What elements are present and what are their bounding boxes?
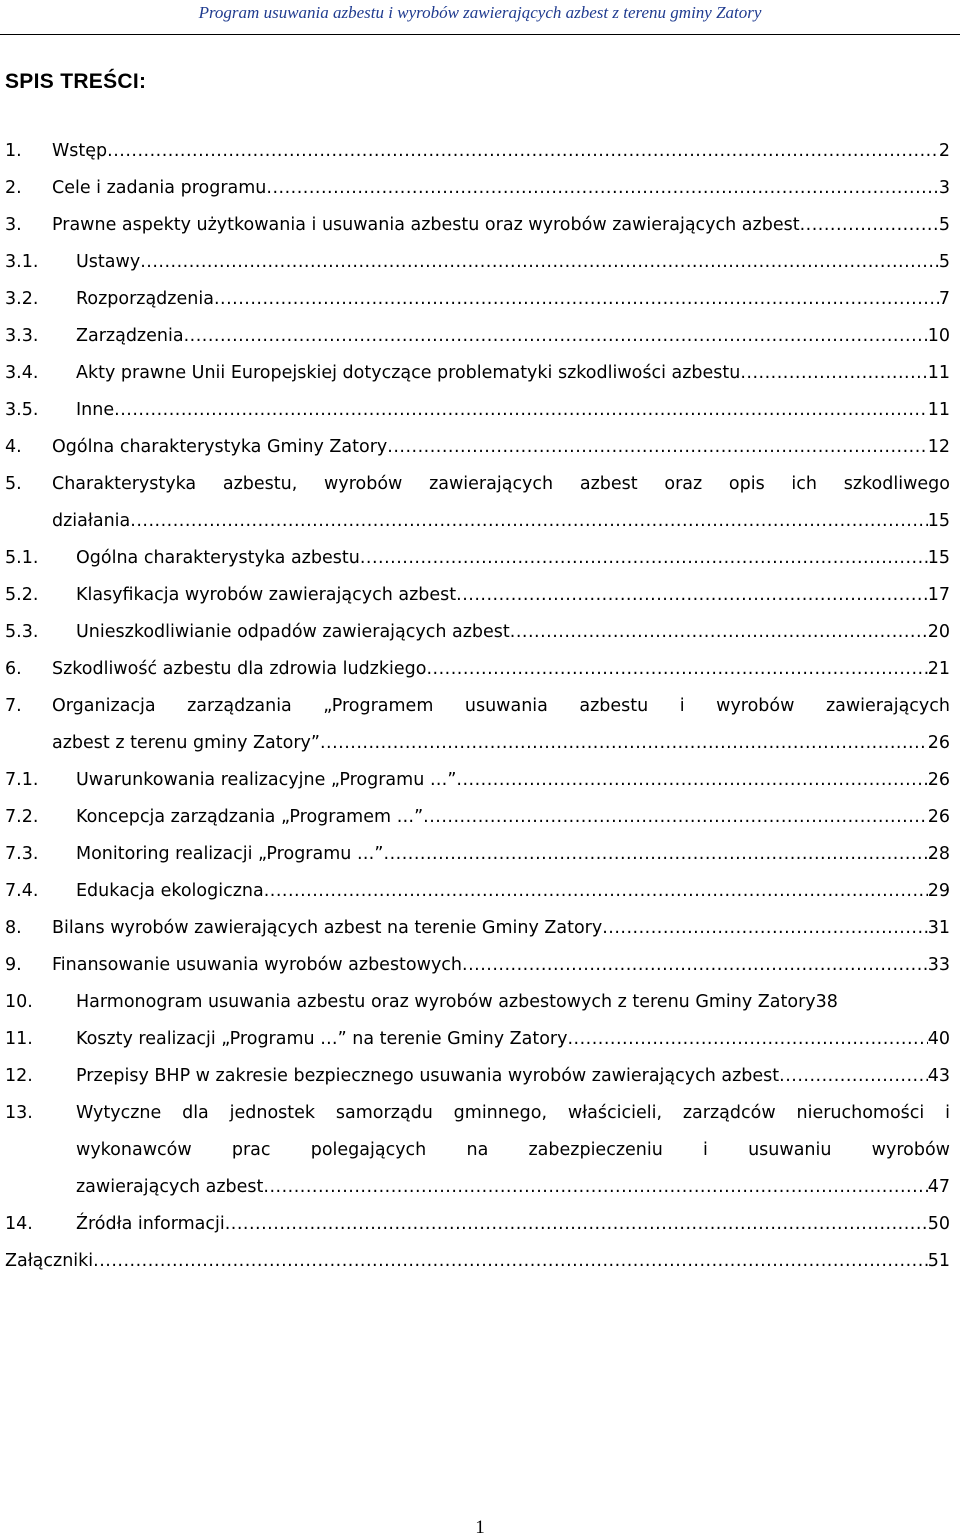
document-header xyxy=(0,0,960,34)
toc-entry[interactable] xyxy=(5,1095,950,1132)
toc-entry-number: 14. xyxy=(5,1214,33,1234)
toc-entry-page: 5 xyxy=(938,252,950,272)
toc-entry[interactable] xyxy=(5,392,950,429)
toc-entry-title: Unieszkodliwianie odpadów zawierających azbest xyxy=(76,622,510,642)
toc-entry-title: Finansowanie usuwania wyrobów azbestowych xyxy=(52,955,463,975)
toc-entry-number: 12. xyxy=(5,1066,33,1086)
toc-entry-page: 31 xyxy=(927,918,950,938)
toc-entry-page: 33 xyxy=(927,955,950,975)
toc-entry-title: wykonawców prac polegających na zabezpieczeniu i usuwaniu wyrobów xyxy=(76,1140,950,1160)
toc-entry-page: 17 xyxy=(927,585,950,605)
toc-entry[interactable] xyxy=(5,836,950,873)
toc-leader-dots xyxy=(130,503,927,540)
toc-leader-dots xyxy=(264,873,928,910)
toc-leader-dots xyxy=(387,429,927,466)
toc-entry[interactable] xyxy=(5,1058,950,1095)
toc-entry[interactable] xyxy=(5,133,950,170)
toc-entry-title: Organizacja zarządzania „Programem usuwania azbestu i wyrobów zawierających xyxy=(52,696,950,716)
toc-entry[interactable] xyxy=(5,1169,950,1206)
toc-entry[interactable] xyxy=(5,281,950,318)
toc-leader-dots xyxy=(107,133,939,170)
toc-entry-number: 13. xyxy=(5,1103,33,1123)
toc-entry[interactable] xyxy=(5,1132,950,1169)
toc-entry-title: Klasyfikacja wyrobów zawierających azbest xyxy=(76,585,457,605)
toc-entry-title: Załączniki xyxy=(5,1251,94,1271)
toc-entry-page: 20 xyxy=(927,622,950,642)
toc-entry-title: Cele i zadania programu xyxy=(52,178,267,198)
toc-entry-number: 7. xyxy=(5,696,22,716)
toc-entry[interactable] xyxy=(5,651,950,688)
toc-leader-dots xyxy=(360,540,928,577)
toc-entry[interactable] xyxy=(5,540,950,577)
toc-leader-dots xyxy=(114,392,928,429)
toc-leader-dots xyxy=(225,1206,928,1243)
toc-entry-number: 5.2. xyxy=(5,585,39,605)
page-number: 1 xyxy=(475,1517,485,1538)
toc-entry-number: 3. xyxy=(5,215,22,235)
toc-entry-page: 2 xyxy=(938,141,950,161)
toc-entry[interactable] xyxy=(5,318,950,355)
toc-entry-title: Inne xyxy=(76,400,115,420)
toc-entry-title: Wytyczne dla jednostek samorządu gminnego, właścicieli, zarządców nieruchomości i xyxy=(76,1103,950,1123)
toc-entry-title: Edukacja ekologiczna xyxy=(76,881,264,901)
toc-leader-dots xyxy=(426,651,927,688)
header-divider xyxy=(0,34,960,35)
toc-entry-title: Bilans wyrobów zawierających azbest na terenie Gminy Zatory xyxy=(52,918,603,938)
toc-entry[interactable] xyxy=(5,207,950,244)
toc-leader-dots xyxy=(800,207,939,244)
toc-entry[interactable] xyxy=(5,244,950,281)
toc-entry-number: 3.2. xyxy=(5,289,39,309)
toc-entry[interactable] xyxy=(5,947,950,984)
toc-leader-dots xyxy=(263,1169,927,1206)
toc-entry-title: azbest z terenu gminy Zatory” xyxy=(52,733,320,753)
toc-entry-number: 7.1. xyxy=(5,770,39,790)
toc-entry[interactable] xyxy=(5,577,950,614)
toc-entry-page: 21 xyxy=(927,659,950,679)
toc-leader-dots xyxy=(93,1243,928,1280)
toc-title: SPIS TREŚCI: xyxy=(5,70,147,93)
toc-leader-dots xyxy=(320,725,928,762)
header-title: Program usuwania azbestu i wyrobów zawierających azbest z terenu gminy Zatory xyxy=(198,3,762,22)
toc-entry-number: 11. xyxy=(5,1029,33,1049)
toc-entry-page: 15 xyxy=(927,511,950,531)
toc-entry-title: Uwarunkowania realizacyjne „Programu …” xyxy=(76,770,457,790)
toc-entry-title: Prawne aspekty użytkowania i usuwania azbestu oraz wyrobów zawierających azbest xyxy=(52,215,800,235)
toc-entry-page: 10 xyxy=(927,326,950,346)
toc-entry-page: 7 xyxy=(938,289,950,309)
toc-entry-title: Koszty realizacji „Programu …” na terenie Gminy Zatory xyxy=(76,1029,568,1049)
toc-entry-number: 9. xyxy=(5,955,22,975)
toc-leader-dots xyxy=(740,355,927,392)
toc-entry[interactable] xyxy=(5,725,950,762)
toc-entry-title: Koncepcja zarządzania „Programem …” xyxy=(76,807,424,827)
toc-entry-number: 8. xyxy=(5,918,22,938)
toc-entry[interactable] xyxy=(5,503,950,540)
toc-entry-number: 3.1. xyxy=(5,252,39,272)
toc-entry-page: 11 xyxy=(927,400,950,420)
toc-entry-title: Ogólna charakterystyka Gminy Zatory xyxy=(52,437,388,457)
toc-entry-page: 15 xyxy=(927,548,950,568)
toc-entry-page: 43 xyxy=(927,1066,950,1086)
toc-entry-title: Monitoring realizacji „Programu …” xyxy=(76,844,384,864)
toc-entry-title: Wstęp xyxy=(52,141,108,161)
toc-leader-dots xyxy=(140,244,939,281)
toc-entry-number: 3.3. xyxy=(5,326,39,346)
toc-entry-number: 7.3. xyxy=(5,844,39,864)
toc-entry-title: Szkodliwość azbestu dla zdrowia ludzkiego xyxy=(52,659,427,679)
toc-entry-number: 5. xyxy=(5,474,22,494)
toc-entry[interactable] xyxy=(5,688,950,725)
toc-entry-number: 2. xyxy=(5,178,22,198)
toc-entry-number: 3.5. xyxy=(5,400,39,420)
toc-leader-dots xyxy=(779,1058,928,1095)
toc-entry-page: 50 xyxy=(927,1214,950,1234)
toc-entry-title: Ogólna charakterystyka azbestu xyxy=(76,548,360,568)
toc-entry[interactable] xyxy=(5,1243,950,1280)
toc-entry-page: 51 xyxy=(927,1251,950,1271)
toc-entry-page: 3 xyxy=(938,178,950,198)
toc-entry-title: Rozporządzenia xyxy=(76,289,214,309)
toc-entry-page: 26 xyxy=(927,733,950,753)
toc-leader-dots xyxy=(456,577,928,614)
toc-entry[interactable] xyxy=(5,355,950,392)
toc-entry-number: 6. xyxy=(5,659,22,679)
toc-entry-number: 10. xyxy=(5,992,33,1012)
toc-entry-title: Akty prawne Unii Europejskiej dotyczące problematyki szkodliwości azbestu xyxy=(76,363,741,383)
toc-entry[interactable] xyxy=(5,170,950,207)
toc-leader-dots xyxy=(184,318,928,355)
toc-entry-page: 26 xyxy=(927,770,950,790)
toc-entry-page: 26 xyxy=(927,807,950,827)
toc-entry-title: zawierających azbest xyxy=(76,1177,264,1197)
toc-entry-number: 7.4. xyxy=(5,881,39,901)
toc-entry-number: 7.2. xyxy=(5,807,39,827)
toc-entry[interactable] xyxy=(5,799,950,836)
toc-entry-page: 47 xyxy=(927,1177,950,1197)
toc-entry-page: 40 xyxy=(927,1029,950,1049)
toc-entry[interactable] xyxy=(5,1021,950,1058)
toc-leader-dots xyxy=(462,947,928,984)
toc-leader-dots xyxy=(214,281,939,318)
toc-entry-number: 5.1. xyxy=(5,548,39,568)
toc-entry-page: 5 xyxy=(938,215,950,235)
toc-entry-number: 5.3. xyxy=(5,622,39,642)
toc-entry-title: Harmonogram usuwania azbestu oraz wyrobów azbestowych z terenu Gminy Zatory38 xyxy=(76,992,838,1012)
toc-entry-number: 1. xyxy=(5,141,22,161)
toc-leader-dots xyxy=(423,799,928,836)
toc-entry[interactable] xyxy=(5,762,950,799)
toc-entry-title: Zarządzenia xyxy=(76,326,184,346)
toc-entry-title: Ustawy xyxy=(76,252,141,272)
toc-entry-number: 3.4. xyxy=(5,363,39,383)
toc-entry-page: 29 xyxy=(927,881,950,901)
toc-entry[interactable] xyxy=(5,984,950,1021)
toc-entry[interactable] xyxy=(5,429,950,466)
toc-entry-page: 11 xyxy=(927,363,950,383)
toc-leader-dots xyxy=(567,1021,927,1058)
toc-entry[interactable] xyxy=(5,466,950,503)
toc-entry-title: Przepisy BHP w zakresie bezpiecznego usuwania wyrobów zawierających azbest xyxy=(76,1066,780,1086)
toc-entry[interactable] xyxy=(5,1206,950,1243)
toc-leader-dots xyxy=(510,614,928,651)
toc-entry-page: 12 xyxy=(927,437,950,457)
toc-entry[interactable] xyxy=(5,873,950,910)
toc-entry-title: Charakterystyka azbestu, wyrobów zawierających azbest oraz opis ich szkodliwego xyxy=(52,474,950,494)
toc-entry[interactable] xyxy=(5,910,950,947)
toc-entry-page: 28 xyxy=(927,844,950,864)
toc-entry-title: działania xyxy=(52,511,131,531)
toc-leader-dots xyxy=(456,762,927,799)
toc-entry-title: Źródła informacji xyxy=(76,1214,225,1234)
table-of-contents xyxy=(5,133,950,1280)
toc-leader-dots xyxy=(384,836,928,873)
toc-entry-number: 4. xyxy=(5,437,22,457)
toc-leader-dots xyxy=(602,910,928,947)
toc-leader-dots xyxy=(266,170,938,207)
toc-entry[interactable] xyxy=(5,614,950,651)
